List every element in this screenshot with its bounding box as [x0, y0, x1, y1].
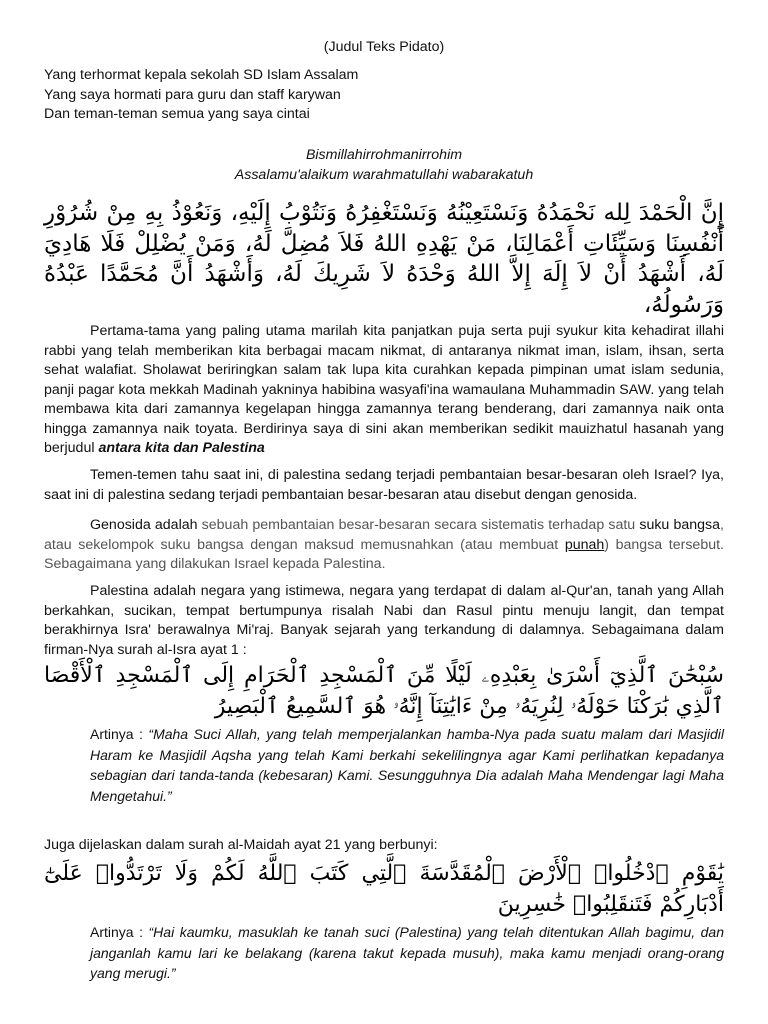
salutations [44, 66, 358, 125]
meaning-text: “Hai kaumku, masuklah ke tanah suci (Palestina) yang telah ditentukan Allah bagimu, dan janganlah kamu lari ke belakang (karena takut kepada musuh), maka kamu menjadi orang-orang yang merugi.” [90, 924, 725, 981]
salam: Assalamu'alaikum warahmatullahi wabarakatuh [234, 167, 534, 183]
arabic-khutbah-opening: إِنَّ الْحَمْدَ لِله نَحْمَدُهُ وَنَسْتَعِيْنُهُ وَنَسْتَغْفِرُهُ وَنَتُوْبُ إِلَيْهِ، وَنَعُوْذُ بِهِ مِنْ شُرُوْرِ أَنْفُسِنَا وَسَيِّئَاتِ أَعْمَالِنَا، مَنْ يَهْدِهِ اللهُ فَلاَ مُضِلَّ لَهُ، وَمَنْ يُضْلِلْ فَلَا هَادِيَ لَهُ، أَشْهَدُ أَنْ لاَ إِلَهَ إِلاَّ اللهُ وَحْدَهُ لاَ شَرِيكَ لَهُ، وَأَشْهَدُ أَنَّ مُحَمَّدًا عَبْدُهُ وَرَسُولُهُ، [44, 200, 724, 318]
salutation-line: Yang terhormat kepala sekolah SD Islam Assalam [44, 67, 359, 83]
meaning-label: Artinya : [90, 924, 149, 940]
text-genosida: Genosida [90, 517, 155, 533]
text-definition-end: ) bangsa tersebut. Sebagaimana yang dilakukan Israel kepada Palestina. [44, 536, 724, 572]
meaning-maidah [90, 922, 724, 984]
paragraph-text: Pertama-tama yang paling utama marilah kita panjatkan puja serta puji syukur kita kehadirat illahi rabbi yang telah memberikan kita berbagai macam nikmat, di antaranya nikmat iman, islam, ihsan, serta sehat walafiat. Sholawat beriringkan salam tak lupa kita curahkan kepada pimpinan umat islam sedunia, panji pagar kota mekkah Madinah yakninya habibina wasyafi'ina wamaulana Muhammadin SAW. yang telah membawa kita dari zamannya kegelapan hingga zamannya terang benderang, dari zamannya naik onta hingga zamannya naik toyata. Berdirinya saya di sini akan memberikan sedikit mauizhatul hasanah yang berjudul [44, 323, 724, 456]
maidah-intro: Juga dijelaskan dalam surah al-Maidah ayat 21 yang berbunyi: [44, 837, 438, 853]
speech-topic: antara kita dan Palestina [98, 440, 265, 456]
text-adalah: adalah [154, 517, 198, 533]
paragraph-genocide-definition [44, 516, 724, 575]
link-punah[interactable]: punah [564, 536, 605, 553]
meaning-text: “Maha Suci Allah, yang telah memperjalankan hamba-Nya pada suatu malam dari Masjidil Haram ke Masjidil Aqsha yang telah Kami berkahi sekelilingnya agar Kami perlihatkan kepadanya sebagian dari tanda-tanda (kebesaran) Kami. Sesungguhnya Dia adalah Maha Mendengar lagi Maha Mengetahui.” [90, 726, 724, 804]
text-definition-cont: , atau sekelompok suku bangsa dengan maksud memusnahkan (atau membuat [44, 517, 724, 553]
arabic-verse-isra: سُبْحَٰنَ ٱلَّذِيٓ أَسْرَىٰ بِعَبْدِهِۦ لَيْلًا مِّنَ ٱلْمَسْجِدِ ٱلْحَرَامِ إِلَى ٱلْمَسْجِدِ ٱلْأَقْصَا ٱلَّذِي بَٰرَكْنَا حَوْلَهُۥ لِنُرِيَهُۥ مِنْ ءَايَٰتِنَآ إِنَّهُۥ هُوَ ٱلسَّمِيعُ ٱلْبَصِيرُ [44, 663, 724, 719]
paragraph-opening [44, 322, 724, 459]
text-definition: sebuah pembantaian besar-besaran secara sistematis terhadap satu [197, 517, 640, 533]
basmalah: Bismillahirrohmanirrohim [305, 147, 463, 163]
opening-greeting [0, 146, 768, 186]
paragraph-palestine-special: Palestina adalah negara yang istimewa, negara yang terdapat di dalam al-Qur'an, tanah yang Allah berkahkan, sucikan, tempat bertumpunya risalah Nabi dan Rasul pintu menuju langit, dan tempat berakhirnya Isra' berawalnya Mi'raj. Banyak sejarah yang terkandung di dalamnya. Sebagaimana dalam firman-Nya surah al-Isra ayat 1 : [44, 583, 724, 658]
meaning-isra [90, 724, 724, 806]
arabic-verse-maidah: يَٰقَوْمِ ٱدْخُلُوا۟ ٱلْأَرْضَ ٱلْمُقَدَّسَةَ ٱلَّتِي كَتَبَ ٱللَّهُ لَكُمْ وَلَا تَرْتَدُّوا۟ عَلَىٰٓ أَدْبَارِكُمْ فَتَنقَلِبُوا۟ خَٰسِرِينَ [44, 861, 724, 917]
speech-title: (Judul Teks Pidato) [323, 39, 445, 55]
meaning-label: Artinya : [90, 726, 149, 742]
paragraph-palestine-situation: Temen-temen tahu saat ini, di palestina sedang terjadi pembantaian besar-besaran oleh Israel? Iya, saat ini di palestina sedang terjadi pembantaian besar-besaran atau disebut dengan genosida. [44, 467, 724, 503]
salutation-line: Yang saya hormati para guru dan staff karywan [44, 86, 341, 103]
link-suku-bangsa[interactable]: suku bangsa [639, 517, 721, 533]
salutation-line: Dan teman-teman semua yang saya cintai [44, 106, 310, 122]
